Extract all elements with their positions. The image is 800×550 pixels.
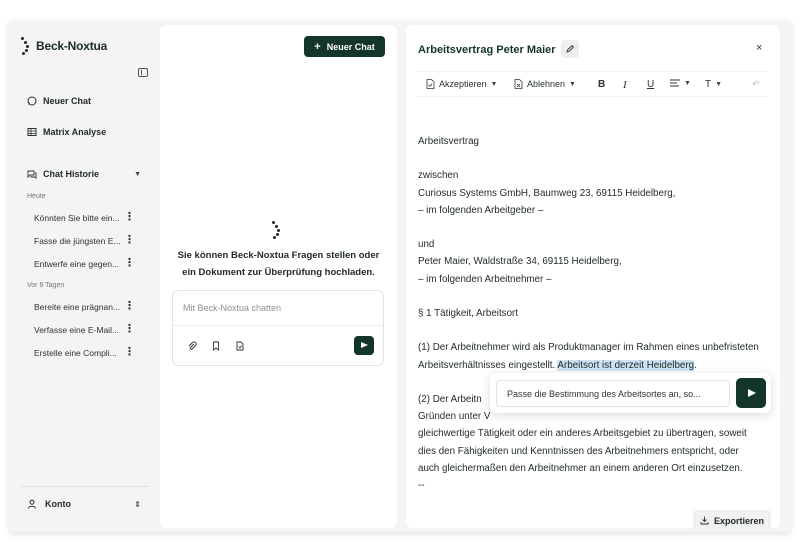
doc-line: Curiosus Systems GmbH, Baumweg 23, 69115 Heidelberg,: [418, 187, 676, 199]
history-group-label: Vor 6 Tagen: [27, 282, 65, 289]
doc-line: – im folgenden Arbeitgeber –: [418, 204, 544, 216]
user-icon: [27, 499, 37, 509]
download-icon: [700, 516, 709, 525]
history-group-label: Heute: [27, 193, 46, 200]
doc-line: Gründen unter V: [418, 411, 491, 423]
doc-line: [418, 357, 770, 374]
more-options-icon[interactable]: ⋮: [124, 211, 134, 223]
history-item-title: Bereite eine prägnan...: [34, 301, 121, 312]
history-item[interactable]: [34, 324, 134, 335]
text-style-label: T: [705, 79, 712, 90]
doc-text: .: [694, 359, 697, 371]
chevron-down-icon: ▼: [684, 79, 691, 87]
highlighted-selection[interactable]: Arbeitsort ist derzeit Heidelberg: [557, 359, 695, 371]
doc-line: zwischen: [418, 170, 459, 182]
history-item[interactable]: [34, 212, 134, 223]
logo-icon: [272, 221, 282, 239]
chevron-down-icon: ▼: [715, 81, 723, 88]
account-menu[interactable]: [27, 499, 141, 509]
bookmark-icon[interactable]: [211, 341, 221, 351]
export-label: Exportieren: [713, 515, 764, 526]
doc-line: und: [418, 239, 435, 251]
doc-line: [418, 219, 770, 236]
doc-line: Arbeitsvertrag: [418, 136, 479, 147]
bold-button[interactable]: B: [598, 79, 606, 90]
doc-line: [418, 322, 770, 339]
reject-label: Ablehnen: [527, 79, 566, 89]
doc-text: Arbeitsverhältnisses eingestellt.: [418, 359, 558, 371]
align-left-icon: [670, 79, 680, 87]
chevron-down-icon: ▼: [569, 80, 576, 88]
sidebar-item-matrix[interactable]: [27, 127, 106, 137]
doc-line: [418, 150, 770, 167]
history-item-title: Fasse die jüngsten E...: [34, 235, 121, 246]
divider: [21, 486, 149, 487]
divider: [173, 325, 383, 326]
plus-icon: +: [314, 40, 321, 53]
chevron-updown-icon: ⇕: [134, 499, 141, 509]
sidebar-item-new-chat[interactable]: [27, 96, 91, 106]
doc-line: --: [418, 479, 425, 491]
close-icon[interactable]: ×: [756, 42, 763, 54]
brand-name: Beck-Noxtua: [36, 39, 108, 53]
document-check-icon: [426, 79, 435, 89]
chevron-down-icon: ▼: [490, 80, 498, 88]
more-options-icon[interactable]: ⋮: [124, 234, 134, 246]
accept-label: Akzeptieren: [439, 79, 487, 89]
sidebar-item-history[interactable]: [27, 169, 141, 179]
more-options-icon[interactable]: ⋮: [124, 300, 134, 312]
doc-line: – im folgenden Arbeitnehmer –: [418, 273, 552, 285]
doc-line: § 1 Tätigkeit, Arbeitsort: [418, 307, 519, 319]
doc-line: dies den Fähigkeiten und Kenntnissen des Arbeitnehmers entspricht, oder: [418, 445, 739, 457]
send-button[interactable]: [736, 378, 766, 408]
history-item[interactable]: [34, 235, 134, 246]
edit-instruction-input[interactable]: Passe die Bestimmung des Arbeitsortes an, so...: [496, 380, 730, 407]
history-item-title: Entwerfe eine gegen...: [34, 258, 120, 269]
history-item-title: Erstelle eine Compli...: [34, 347, 117, 358]
composer-tools: [187, 341, 245, 351]
pencil-icon: [561, 40, 579, 58]
chat-input[interactable]: Mit Beck-Noxtua chatten: [183, 303, 282, 313]
new-chat-button-label: Neuer Chat: [326, 41, 375, 52]
history-item-title: Könnten Sie bitte ein...: [34, 212, 120, 223]
doc-line: (1) Der Arbeitnehmer wird als Produktmanager im Rahmen eines unbefristeten: [418, 342, 759, 354]
history-item[interactable]: [34, 301, 134, 312]
doc-line: auch gleichermaßen den Arbeitnehmer an einem anderen Ort einzusetzen.: [418, 462, 743, 474]
app-window: [9, 21, 791, 532]
sidebar: [9, 21, 159, 532]
account-label: Konto: [45, 499, 71, 509]
sidebar-item-label: Neuer Chat: [43, 96, 92, 106]
chevron-down-icon[interactable]: ▼: [134, 170, 141, 178]
history-item[interactable]: [34, 258, 134, 269]
table-icon: [27, 127, 37, 137]
more-options-icon[interactable]: ⋮: [124, 323, 134, 335]
history-item-title: Verfasse eine E-Mail...: [34, 324, 120, 335]
paperclip-icon[interactable]: [187, 341, 197, 351]
edit-instruction-popover: [490, 373, 771, 413]
document-x-icon: [514, 79, 523, 89]
document-body[interactable]: [418, 133, 770, 494]
align-dropdown[interactable]: [670, 79, 691, 87]
editor-toolbar: [418, 71, 768, 97]
chat-bubble-icon: [27, 96, 37, 106]
more-options-icon[interactable]: ⋮: [124, 346, 134, 358]
undo-icon[interactable]: ↶: [752, 79, 760, 89]
export-button[interactable]: [693, 510, 771, 531]
sidebar-item-label: Matrix Analyse: [43, 127, 107, 137]
document-icon[interactable]: [235, 341, 245, 351]
document-panel: [406, 25, 780, 528]
history-item[interactable]: [34, 347, 134, 358]
text-style-dropdown[interactable]: [705, 79, 722, 90]
doc-line: gleichwertige Tätigkeit oder ein anderes Arbeitsgebiet zu übertragen, soweit: [418, 428, 747, 440]
doc-line: (2) Der Arbeitn: [418, 393, 482, 405]
empty-state-message: Sie können Beck-Noxtua Fragen stellen oder ein Dokument zur Überprüfung hochladen.: [177, 250, 380, 278]
sidebar-collapse-icon[interactable]: [138, 68, 148, 77]
logo-icon: [21, 37, 31, 55]
brand-logo[interactable]: [21, 37, 107, 55]
italic-button[interactable]: I: [623, 79, 627, 91]
more-options-icon[interactable]: ⋮: [124, 257, 134, 269]
chat-composer: [172, 290, 384, 366]
document-title: Arbeitsvertrag Peter Maier: [418, 44, 556, 56]
doc-line: Peter Maier, Waldstraße 34, 69115 Heidelberg,: [418, 256, 622, 268]
doc-line: [418, 288, 770, 305]
new-chat-button[interactable]: [304, 36, 385, 57]
chat-history-icon: [27, 169, 37, 179]
send-button[interactable]: [354, 336, 374, 355]
underline-button[interactable]: U: [647, 79, 655, 90]
sidebar-item-label: Chat Historie: [43, 169, 100, 179]
edit-title-button[interactable]: [561, 40, 579, 58]
reject-dropdown[interactable]: [514, 79, 576, 89]
accept-dropdown[interactable]: [426, 79, 497, 89]
chat-panel: [160, 25, 397, 528]
